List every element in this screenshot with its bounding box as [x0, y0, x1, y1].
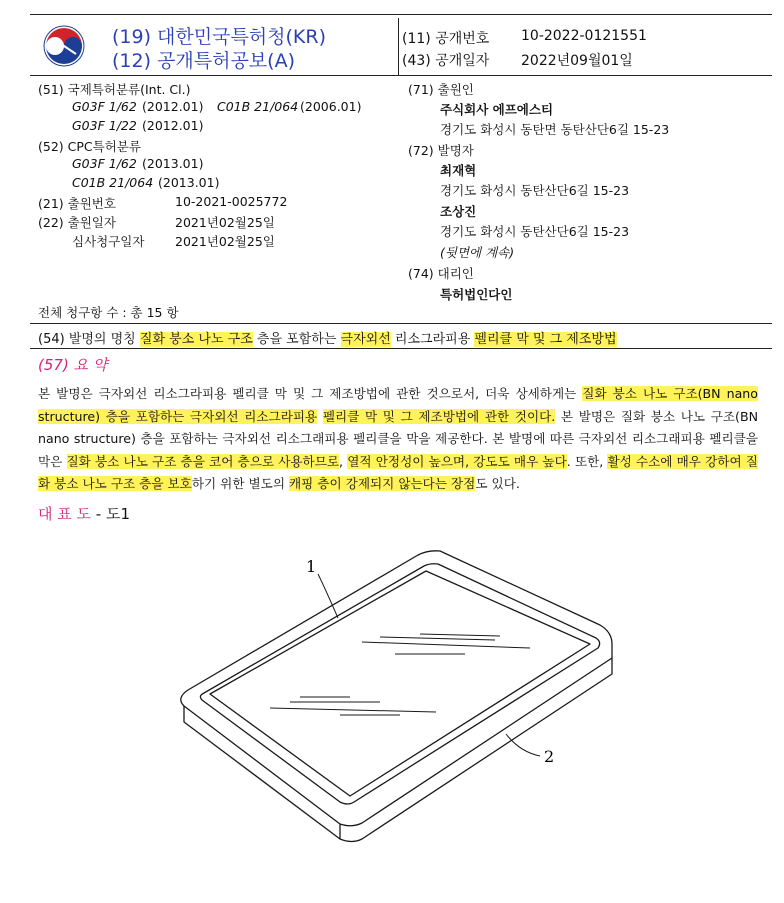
cpc-code-1: G03F 1/62 [72, 156, 137, 171]
title-top-rule [30, 323, 772, 324]
callout-1: 1 [306, 557, 317, 576]
representative-figure-label [38, 503, 130, 524]
abstract-body [38, 383, 758, 496]
callout-leader-2 [506, 734, 540, 756]
abstract-highlight-5: 활성 수소에 매우 강하여 질화 붕소 나노 구조 층을 보호 [38, 453, 758, 492]
figure-ref: - 도1 [95, 505, 131, 523]
title-part-4: 리소그라피용 [394, 332, 471, 347]
applicant-label: (71) 출원인 [408, 82, 474, 97]
inventor-2-name: 조상진 [440, 204, 477, 219]
application-date: 2021년02월25일 [175, 215, 275, 230]
pellicle-drawing [0, 530, 784, 860]
title-highlight-3: 극자외선 [340, 332, 391, 347]
continued-note: (뒷면에 계속) [440, 245, 515, 260]
frame-outer [181, 551, 612, 826]
kipo-logo [42, 24, 86, 68]
exam-request-label: 심사청구일자 [72, 234, 145, 249]
abstract-highlight-1: 질화 붕소 나노 구조(BN nano structure) 층을 포함하는 극자외선 리소그라피용 [38, 386, 758, 424]
ipc-date-3: (2012.01) [142, 118, 204, 133]
abstract-highlight-6: 캐핑 층이 강제되지 않는다는 장점 [289, 476, 476, 492]
cpc-date-1: (2013.01) [142, 156, 204, 171]
abstract-text-5: . 또한, [566, 453, 608, 469]
figure-label: 대 표 도 [38, 505, 92, 523]
pub-number-label: (11) 공개번호 [402, 31, 490, 47]
ipc-code-1: G03F 1/62 [72, 99, 137, 114]
title-highlight-5: 펠리클 막 및 그 제조방법 [474, 332, 617, 347]
applicant-address: 경기도 화성시 동탄면 동탄산단6길 15-23 [440, 122, 670, 137]
publication-type: (12) 공개특허공보(A) [112, 50, 295, 72]
application-number: 10-2021-0025772 [175, 194, 288, 209]
cpc-label: (52) CPC특허분류 [38, 139, 141, 154]
cpc-code-2: C01B 21/064 [72, 175, 154, 190]
abstract-highlight-2: 펠리클 막 및 그 제조방법에 관한 것이다. [322, 408, 556, 424]
pub-date: 2022년09월01일 [521, 53, 633, 69]
agent-label: (74) 대리인 [408, 266, 474, 281]
inventor-2-address: 경기도 화성시 동탄산단6길 15-23 [440, 224, 630, 239]
exam-request-date: 2021년02월25일 [175, 234, 275, 249]
abstract-text-4: , [339, 453, 348, 469]
membrane-inner [200, 564, 599, 804]
abstract-heading: (57) 요 약 [38, 356, 108, 374]
ipc-code-2: C01B 21/064 [217, 99, 299, 114]
application-number-label: (21) 출원번호 [38, 196, 116, 211]
title-highlight-1: 질화 붕소 나노 구조 [139, 332, 253, 347]
applicant-name: 주식회사 에프에스티 [440, 102, 554, 117]
inventor-1-name: 최재혁 [440, 163, 477, 178]
header-divider [398, 18, 399, 76]
title-part-2: 층을 포함하는 [256, 332, 337, 347]
title-bottom-rule [30, 348, 772, 349]
cpc-date-2: (2013.01) [158, 175, 220, 190]
header-rule [30, 75, 772, 76]
inventor-label: (72) 발명자 [408, 143, 474, 158]
ipc-date-2: (2006.01) [300, 99, 362, 114]
ipc-date-1: (2012.01) [142, 99, 204, 114]
abstract-text-3: 본 발명은 질화 붕소 나노 구조(BN nano structure) 층을 포함하는 극자외선 리소그래피용 펠리클을 막을 제공한다. 본 발명에 따른 극자외선 리소그래피용 펠리클을 막은 [38, 408, 759, 469]
membrane-edge [210, 571, 590, 796]
abstract-highlight-4: 열적 안정성이 높으며, 강도도 매우 높다 [347, 453, 567, 469]
inventor-1-address: 경기도 화성시 동탄산단6길 15-23 [440, 183, 630, 198]
abstract-text-1: 본 발명은 극자외선 리소그라피용 펠리클 막 및 그 제조방법에 관한 것으로서, 더욱 상세하게는 [38, 386, 577, 401]
callout-2: 2 [544, 747, 555, 766]
abstract-text-6: 하기 위한 별도의 [191, 476, 290, 492]
abstract-highlight-3: 질화 붕소 나노 구조 층을 코어 층으로 사용하므로 [66, 453, 340, 469]
top-rule [30, 14, 772, 15]
invention-title [38, 328, 617, 347]
agent-name: 특허법인다인 [440, 287, 513, 302]
abstract-text-7: 도 있다. [475, 476, 520, 492]
pub-number: 10-2022-0121551 [521, 28, 647, 44]
claims-count: 전체 청구항 수 : 총 15 항 [38, 305, 179, 320]
pub-date-label: (43) 공개일자 [402, 53, 490, 69]
ipc-label: (51) 국제특허분류(Int. Cl.) [38, 82, 191, 97]
ipc-code-3: G03F 1/22 [72, 118, 137, 133]
title-prefix: (54) 발명의 명칭 [38, 332, 136, 347]
office-title: (19) 대한민국특허청(KR) [112, 26, 327, 48]
application-date-label: (22) 출원일자 [38, 215, 116, 230]
